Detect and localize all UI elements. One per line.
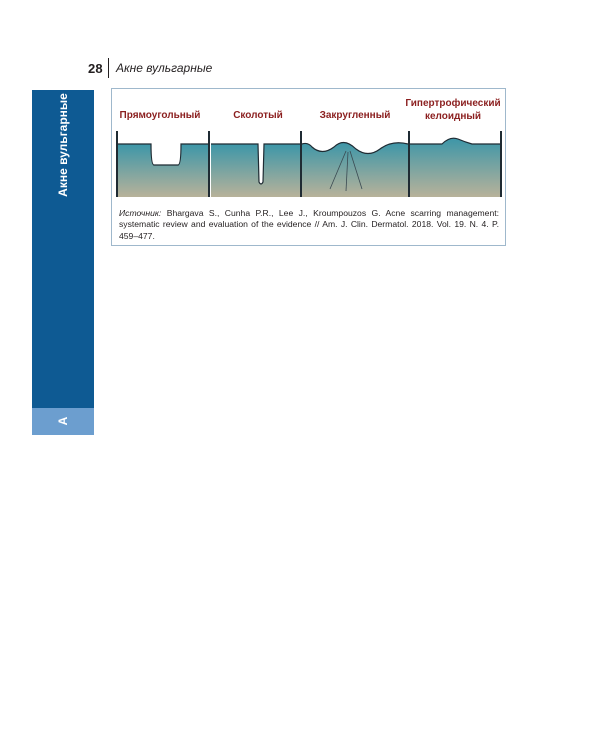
skin-rectangular: [117, 144, 209, 197]
running-title: Акне вульгарные: [116, 61, 213, 75]
caption-source-label: Источник:: [119, 208, 162, 218]
header-divider: [108, 58, 109, 78]
label-hypertrophic-1: Гипертрофический: [405, 98, 501, 109]
letter-tab-label: А: [56, 416, 70, 426]
caption-text: Bhargava S., Cunha P.R., Lee J., Kroumpouzos G. Acne scarring management: systematic review and evaluation of the evidence // Am. J. Clin. Dermatol. 2018. Vol. 19. N. 4. P. 459–477.: [119, 208, 499, 241]
side-tab-label: Акне вульгарные: [56, 93, 70, 197]
acne-scar-figure: [111, 88, 506, 246]
label-hypertrophic-2: келоидный: [424, 111, 482, 122]
page-number: 28: [88, 61, 103, 76]
skin-hypertrophic: [410, 138, 500, 197]
figure-caption: [119, 208, 499, 242]
label-chipped: Сколотый: [233, 110, 283, 121]
label-rounded: Закругленный: [319, 110, 391, 121]
skin-chipped: [211, 144, 300, 197]
label-rectangular: Прямоугольный: [119, 110, 201, 121]
